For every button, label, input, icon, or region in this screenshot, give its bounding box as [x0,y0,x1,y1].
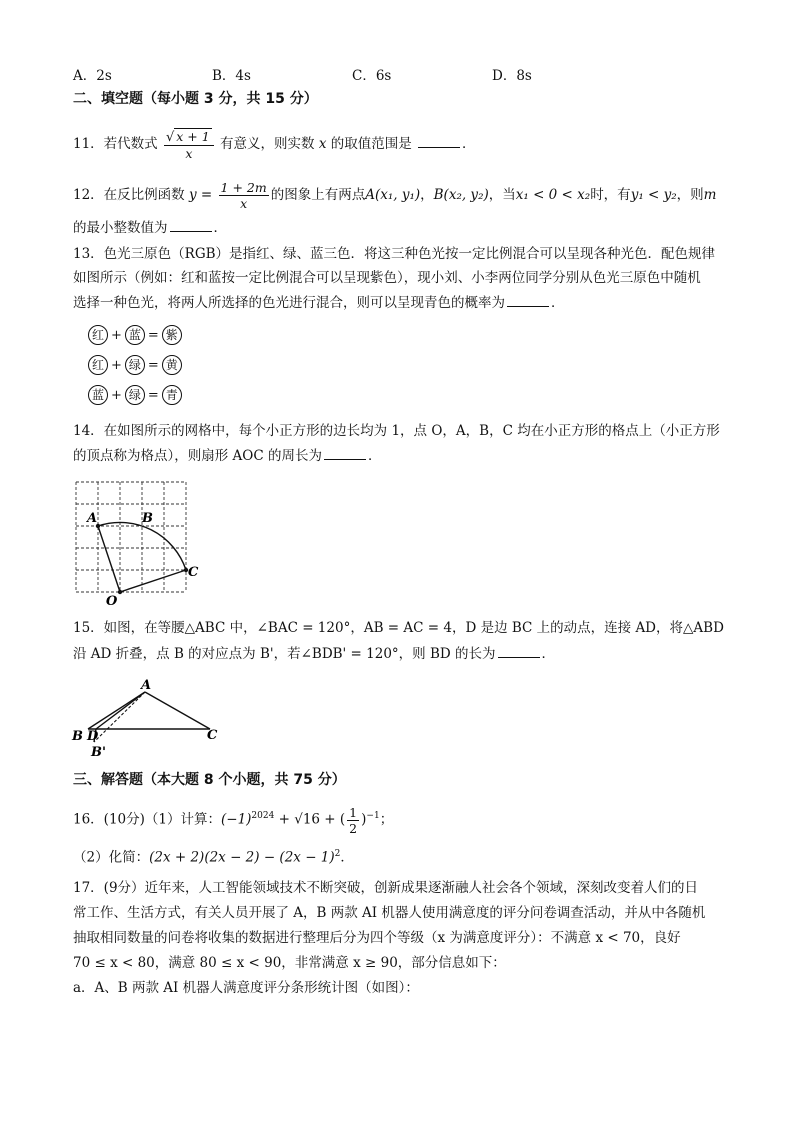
q17-line2: 常工作、生活方式，有关人员开展了 A，B 两款 AI 机器人使用满意度的评分问卷调查活动，并从中各随机 [73,905,706,921]
label-a: A [141,678,152,693]
q13-line3-text: 选择一种色光，将两人所选择的色光进行混合，则可以呈现青色的概率为 [73,295,505,311]
color-yellow-circle: 黄 [162,355,182,375]
q15-triangle-figure [68,674,228,764]
q16-exp1: 2024 [251,811,275,821]
q16-expr2: + √16 + ( [278,811,346,828]
q16-frac-den: 2 [349,820,358,836]
segment-oc [120,570,186,592]
q12-pre: 12．在反比例函数 [73,187,185,203]
q17-line5: a．A、B 两款 AI 机器人满意度评分条形统计图（如图）： [73,980,419,996]
color-green-circle: 绿 [125,385,145,405]
label-o: O [106,594,118,608]
color-blue-circle: 蓝 [88,385,108,405]
q16-line1-end: ； [379,811,394,828]
color-red-circle: 红 [88,355,108,375]
q14-grid-figure [70,478,200,608]
q12-m: m [703,187,717,203]
q12-ineq2: y₁ < y₂ [630,187,677,203]
q12-point-a: A(x₁, y₁) [365,187,421,203]
label-c: C [207,728,218,743]
q12-cond2: 时，有 [590,187,631,203]
q10-option-a: A．2s [73,68,112,84]
q16-fraction [347,805,359,836]
q11-end: ． [462,136,476,152]
label-a: A [87,511,98,526]
q14-answer-blank[interactable] [324,447,366,460]
q11-sqrt-inner: x + 1 [176,128,210,144]
q12-line2 [73,218,227,238]
q10-option-b: B．4s [212,68,251,84]
q15-line2-text: 沿 AD 折叠，点 B 的对应点为 B'，若∠BDB' = 120°，则 BD 的长为 [73,646,496,662]
plus-sign: + [111,357,122,373]
question-12: 12．在反比例函数 y = $\frac{1 + 2m}{x}$ 的图象上有两点A(x₁, y₁)，B(x₂, y₂)，当x₁ < 0 < x₂时，有y₁ < y₂，则m [73,180,717,211]
q16-line1 [73,798,393,838]
q13-line3 [73,293,565,313]
q16-exp2: −1 [366,811,380,821]
equals-sign: = [147,387,159,403]
q16-line2-pre: （2）化简： [73,849,150,866]
label-c: C [188,565,199,580]
q13-line1: 13．色光三原色（RGB）是指红、绿、蓝三色．将这三种色光按一定比例混合可以呈现各种光色．配色规律 [73,246,716,262]
q12-fraction [219,180,269,211]
color-rule-2 [88,355,182,375]
q14-line2 [73,446,381,466]
plus-sign: + [111,387,122,403]
q12-line2-text: 的最小整数值为 [73,220,168,236]
q15-answer-blank[interactable] [498,645,540,658]
q16-line2-exp: 2 [334,849,341,859]
q15-line1: 15．如图，在等腰△ABC 中，∠BAC = 120°，AB = AC = 4，D 是边 BC 上的动点，连接 AD，将△ABD [73,620,724,636]
plus-sign: + [111,327,122,343]
q13-line2: 如图所示（例如：红和蓝按一定比例混合可以呈现紫色），现小刘、小李两位同学分别从色光三原色中随机 [73,270,701,286]
q14-line1: 14．在如图所示的网格中，每个小正方形的边长均为 1，点 O，A，B，C 均在小正方形的格点上（小正方形 [73,423,720,439]
q11-fraction: $\frac{√ x + 1}{x}$ [164,129,214,161]
q12-func-lhs: y = [188,187,213,203]
q11-pre: 11．若代数式 [73,136,158,152]
q12-answer-blank[interactable] [170,219,212,232]
label-d: D [87,729,99,744]
q16-line1-pre: 16．(10分)（1）计算： [73,811,221,828]
q16-expr1: (−1) [220,811,252,828]
q12-point-b: B(x₂, y₂) [433,187,489,203]
color-blue-circle: 蓝 [125,325,145,345]
q12-den: x [240,196,248,211]
q15-end: ． [541,646,556,662]
color-purple-circle: 紫 [162,325,182,345]
q16-line2-end: ． [340,849,354,866]
q16-line2-expr: (2x + 2)(2x − 2) − (2x − 1) [149,849,335,866]
q14-end: ． [367,448,382,464]
q17-line4: 70 ≤ x < 80，满意 80 ≤ x < 90，非常满意 x ≥ 90，部分信息如下： [73,955,506,971]
q16-line2 [73,844,354,868]
equals-sign: = [147,357,159,373]
segment-ad [96,692,145,729]
point-o [118,590,122,594]
q16-expr3: ) [361,811,367,828]
segment-oa [98,526,120,592]
q12-mid: 的图象上有两点 [270,187,366,203]
q11-var: x [318,136,327,152]
label-b: B [72,729,83,744]
section3-title: 三、解答题（本大题 8 个小题，共 75 分） [73,772,346,788]
q11-post2: 的取值范围是 [330,136,412,152]
q12-num: 1 + 2m [220,180,267,195]
q16-frac-num: 1 [349,804,358,820]
side-ac [145,692,210,729]
q12-ineq1: x₁ < 0 < x₂ [515,187,591,203]
color-green-circle: 绿 [125,355,145,375]
color-red-circle: 红 [88,325,108,345]
color-rule-3 [88,385,182,405]
q10-option-c: C．6s [352,68,392,84]
q12-end: ． [213,220,227,236]
equals-sign: = [147,327,159,343]
q11-post: 有意义，则实数 [220,136,315,152]
q11-den: x [185,145,193,161]
q12-cond3: ，则 [676,187,704,203]
question-11 [73,124,476,164]
q11-answer-blank[interactable] [418,135,460,148]
q17-line1: 17．(9分）近年来，人工智能领域技术不断突破，创新成果逐渐融人社会各个领域，深刻改变着人们的日 [73,880,699,896]
q14-line2-text: 的顶点称为格点），则扇形 AOC 的周长为 [73,448,322,464]
q17-line3: 抽取相同数量的问卷将收集的数据进行整理后分为四个等级（x 为满意度评分）：不满意 x < 70，良好 [73,930,681,946]
color-cyan-circle: 青 [162,385,182,405]
section2-title: 二、填空题（每小题 3 分，共 15 分） [73,91,318,107]
color-rule-1 [88,325,182,345]
label-b: B [142,511,153,526]
segment-ab-prime [94,692,145,742]
q10-option-d: D．8s [492,68,532,84]
q13-end: ． [551,295,565,311]
side-ab [88,692,145,729]
q15-line2 [73,644,555,664]
label-b-prime: B' [91,745,106,760]
q12-cond1: ，当 [488,187,516,203]
q13-answer-blank[interactable] [507,294,549,307]
